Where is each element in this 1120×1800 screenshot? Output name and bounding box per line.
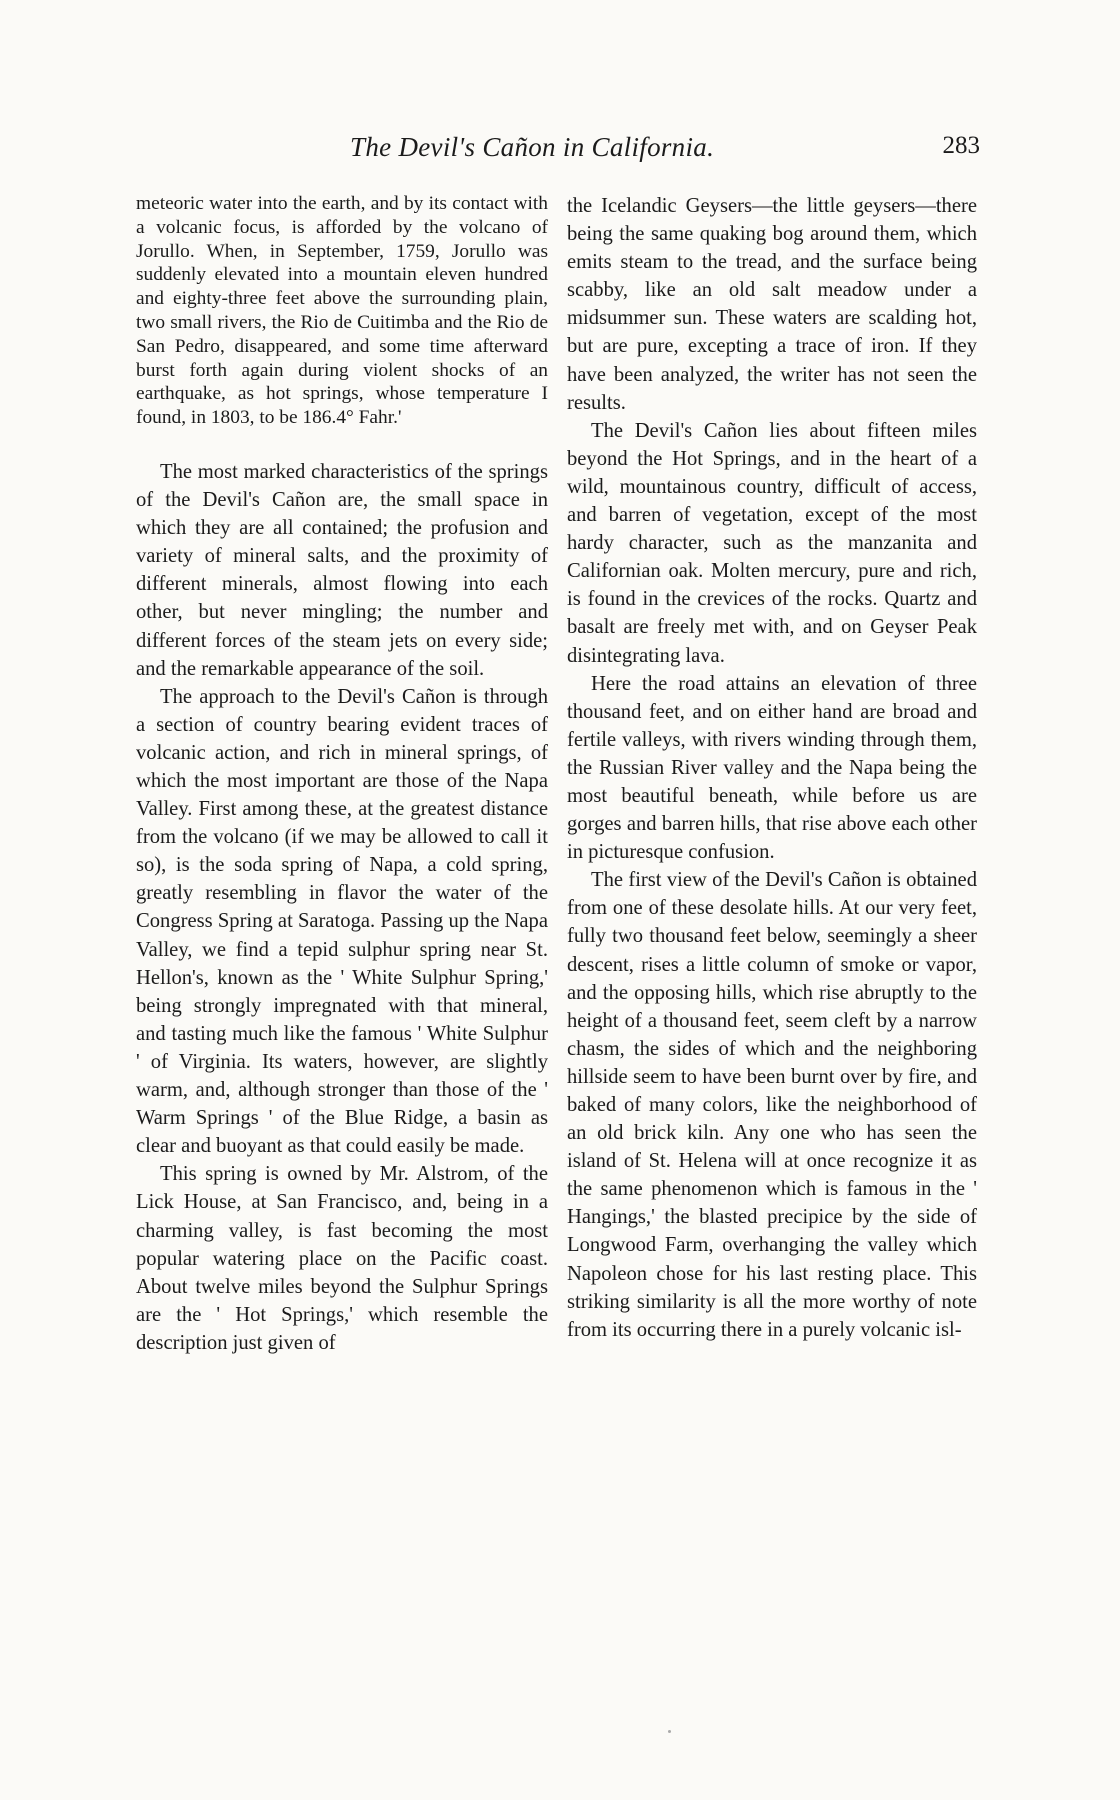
paragraph: The approach to the Devil's Cañon is through a section of country bearing evident traces of volcanic action, and rich in mineral springs, of which the most important are those of the Napa Valley. First among these, at the greatest distance from the volcano (if we may be allowed to call it so), is the soda spring of Napa, a cold spring, greatly resembling in flavor the water of the Congress Spring at Saratoga. Passing up the Napa Valley, we find a tepid sulphur spring near St. Hellon's, known as the ' White Sulphur Spring,' being strongly impregnated with that mineral, and tasting much like the famous ' White Sulphur ' of Virginia. Its waters, however, are slightly warm, and, although stronger than those of the ' Warm Springs ' of the Blue Ridge, a basin as clear and buoyant as that could easily be made. [136,685,548,1158]
paragraph: The Devil's Cañon lies about fifteen miles beyond the Hot Springs, and in the heart of a wild, mountainous country, difficult of access, and barren of vegetation, except of the most hardy character, such as the manzanita and Californian oak. Molten mercury, pure and rich, is found in the crevices of the rocks. Quartz and basalt are freely met with, and on Geyser Peak disintegrating lava. [567,419,977,667]
right-column [567,192,977,1344]
running-title: The Devil's Cañon in California. [350,132,715,162]
paragraph: The first view of the Devil's Cañon is obtained from one of these desolate hills. At our very feet, fully two thousand feet below, seemingly a sheer descent, rises a little column of smoke or vapor, and the opposing hills, which rise abruptly to the height of a thousand feet, seem cleft by a narrow chasm, the sides of which and the neighboring hillside seem to have been burnt over by fire, and baked of many colors, like the neighborhood of an old brick kiln. Any one who has seen the island of St. Helena will at once recognize it as the same phenomenon which is famous in the ' Hangings,' the blasted precipice by the side of Longwood Farm, overhanging the valley which Napoleon chose for his last resting place. This striking similarity is all the more worthy of note from its occurring there in a purely volcanic isl- [567,869,977,1341]
left-column [136,192,548,1357]
quote-continuation: meteoric water into the earth, and by its contact with a volcanic focus, is afforded by the volcano of Jorullo. When, in September, 1759, Jorullo was suddenly elevated into a mountain eleven hundred and eighty-three feet above the surrounding plain, two small rivers, the Rio de Cuitimba and the Rio de San Pedro, disappeared, and some time afterward burst forth again during violent shocks of an earthquake, as hot springs, whose temperature I found, in 1803, to be 186.4° Fahr.' [136,193,548,429]
paragraph-continuation: the Icelandic Geysers—the little geysers—there being the same quaking bog around them, which emits steam to the tread, and the surface being scabby, like an old salt meadow under a midsummer sun. These waters are scalding hot, but are pure, excepting a trace of iron. If they have been analyzed, the writer has not seen the results. [567,195,977,414]
page-number: 283 [942,132,980,159]
paragraph: The most marked characteristics of the springs of the Devil's Cañon are, the small space in which they are all contained; the profusion and variety of mineral salts, and the proximity of different minerals, almost flowing into each other, but never mingling; the number and different forces of the steam jets on every side; and the remarkable appearance of the soil. [136,460,548,680]
paragraph: Here the road attains an elevation of three thousand feet, and on either hand are broad and fertile valleys, with rivers winding through them, the Russian River valley and the Napa being the most beautiful beneath, while before us are gorges and barren hills, that rise above each other in picturesque confusion. [567,672,977,864]
section-gap [136,430,548,458]
printing-mark [668,1730,671,1733]
page-header [330,132,980,166]
paragraph: This spring is owned by Mr. Alstrom, of the Lick House, at San Francisco, and, being in a charming valley, is fast becoming the most popular watering place on the Pacific coast. About twelve miles beyond the Sulphur Springs are the ' Hot Springs,' which resemble the description just given of [136,1163,548,1354]
